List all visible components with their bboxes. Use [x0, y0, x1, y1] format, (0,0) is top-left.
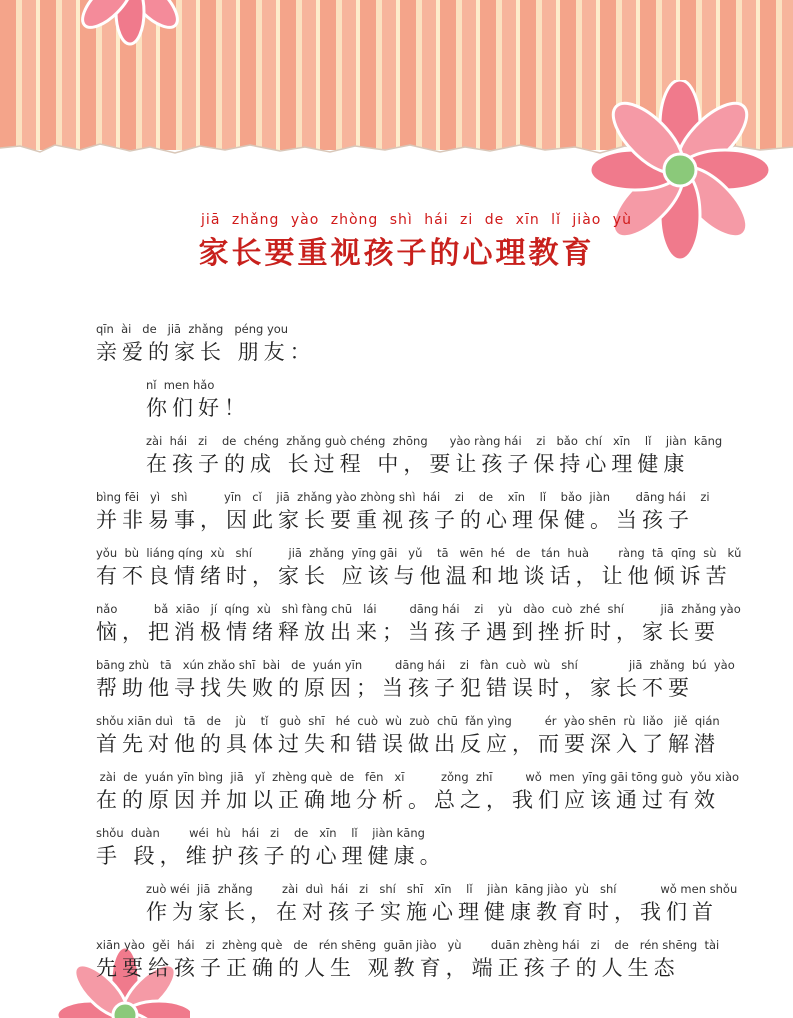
line-text: 亲爱的家长 朋友： — [96, 340, 316, 364]
text-line — [96, 544, 741, 590]
text-line — [96, 768, 739, 814]
line-text: 手 段，维护孩子的心理健康。 — [96, 844, 446, 868]
line-pinyin: nǐ men hǎo — [146, 378, 215, 392]
line-pinyin: bìng fēi yì shì yīn cǐ jiā zhǎng yào zhòng shì hái zi de xīn lǐ bǎo jiàn dāng hái zi — [96, 490, 710, 504]
text-line — [96, 656, 735, 702]
text-line — [146, 432, 722, 478]
title-block — [0, 212, 793, 272]
line-pinyin: nǎo bǎ xiāo jí qíng xù shì fàng chū lái dāng hái zi yù dào cuò zhé shí jiā zhǎng yào — [96, 602, 741, 616]
text-line — [146, 376, 250, 422]
line-pinyin: yǒu bù liáng qíng xù shí jiā zhǎng yīng gāi yǔ tā wēn hé de tán huà ràng tā qīng sù kǔ — [96, 546, 742, 560]
line-text: 首先对他的具体过失和错误做出反应，而要深入了解潜 — [96, 732, 720, 756]
line-text: 作为家长，在对孩子实施心理健康教育时，我们首 — [146, 900, 718, 924]
line-pinyin: zài hái zi de chéng zhǎng guò chéng zhōng yào ràng hái zi bǎo chí xīn lǐ jiàn kāng — [146, 434, 723, 448]
line-pinyin: shǒu duàn wéi hù hái zi de xīn lǐ jiàn kāng — [96, 826, 425, 840]
text-line — [96, 488, 710, 534]
line-text: 先要给孩子正确的人生 观教育，端正孩子的人生态 — [96, 956, 680, 980]
line-pinyin: zài de yuán yīn bìng jiā yǐ zhèng què de fēn xī zǒng zhī wǒ men yīng gāi tōng guò yǒu xiào — [96, 770, 740, 784]
line-pinyin: bāng zhù tā xún zhǎo shī bài de yuán yīn dāng hái zi fàn cuò wù shí jiā zhǎng bú yào — [96, 658, 735, 672]
flower-top-left-icon — [55, 0, 205, 70]
text-line — [146, 880, 737, 926]
line-text: 帮助他寻找失败的原因；当孩子犯错误时，家长不要 — [96, 676, 694, 700]
text-line — [96, 712, 720, 758]
line-pinyin: zuò wéi jiā zhǎng zài duì hái zi shí shī xīn lǐ jiàn kāng jiào yù shí wǒ men shǒu — [146, 882, 738, 896]
line-text: 有不良情绪时，家长 应该与他温和地谈话，让他倾诉苦 — [96, 564, 732, 588]
page-title: 家长要重视孩子的心理教育 — [198, 236, 595, 271]
text-line — [96, 600, 741, 646]
text-line — [96, 936, 719, 982]
line-pinyin: shǒu xiān duì tā de jù tǐ guò shī hé cuò wù zuò chū fǎn yìng ér yào shēn rù liǎo jiě qián — [96, 714, 720, 728]
line-text: 在的原因并加以正确地分析。总之，我们应该通过有效 — [96, 788, 720, 812]
text-line — [96, 824, 446, 870]
line-text: 你们好！ — [146, 396, 250, 420]
text-line — [96, 320, 316, 366]
line-pinyin: xiān yào gěi hái zi zhèng què de rén shēng guān jiào yù duān zhèng hái zi de rén shēng tài — [96, 938, 720, 952]
line-text: 恼，把消极情绪释放出来；当孩子遇到挫折时，家长要 — [96, 620, 720, 644]
line-text: 在孩子的成 长过程 中，要让孩子保持心理健康 — [146, 452, 690, 476]
line-pinyin: qīn ài de jiā zhǎng péng you — [96, 322, 289, 336]
line-text: 并非易事，因此家长要重视孩子的心理保健。当孩子 — [96, 508, 694, 532]
title-pinyin: jiā zhǎng yào zhòng shì hái zi de xīn lǐ jiào yù — [201, 212, 632, 228]
